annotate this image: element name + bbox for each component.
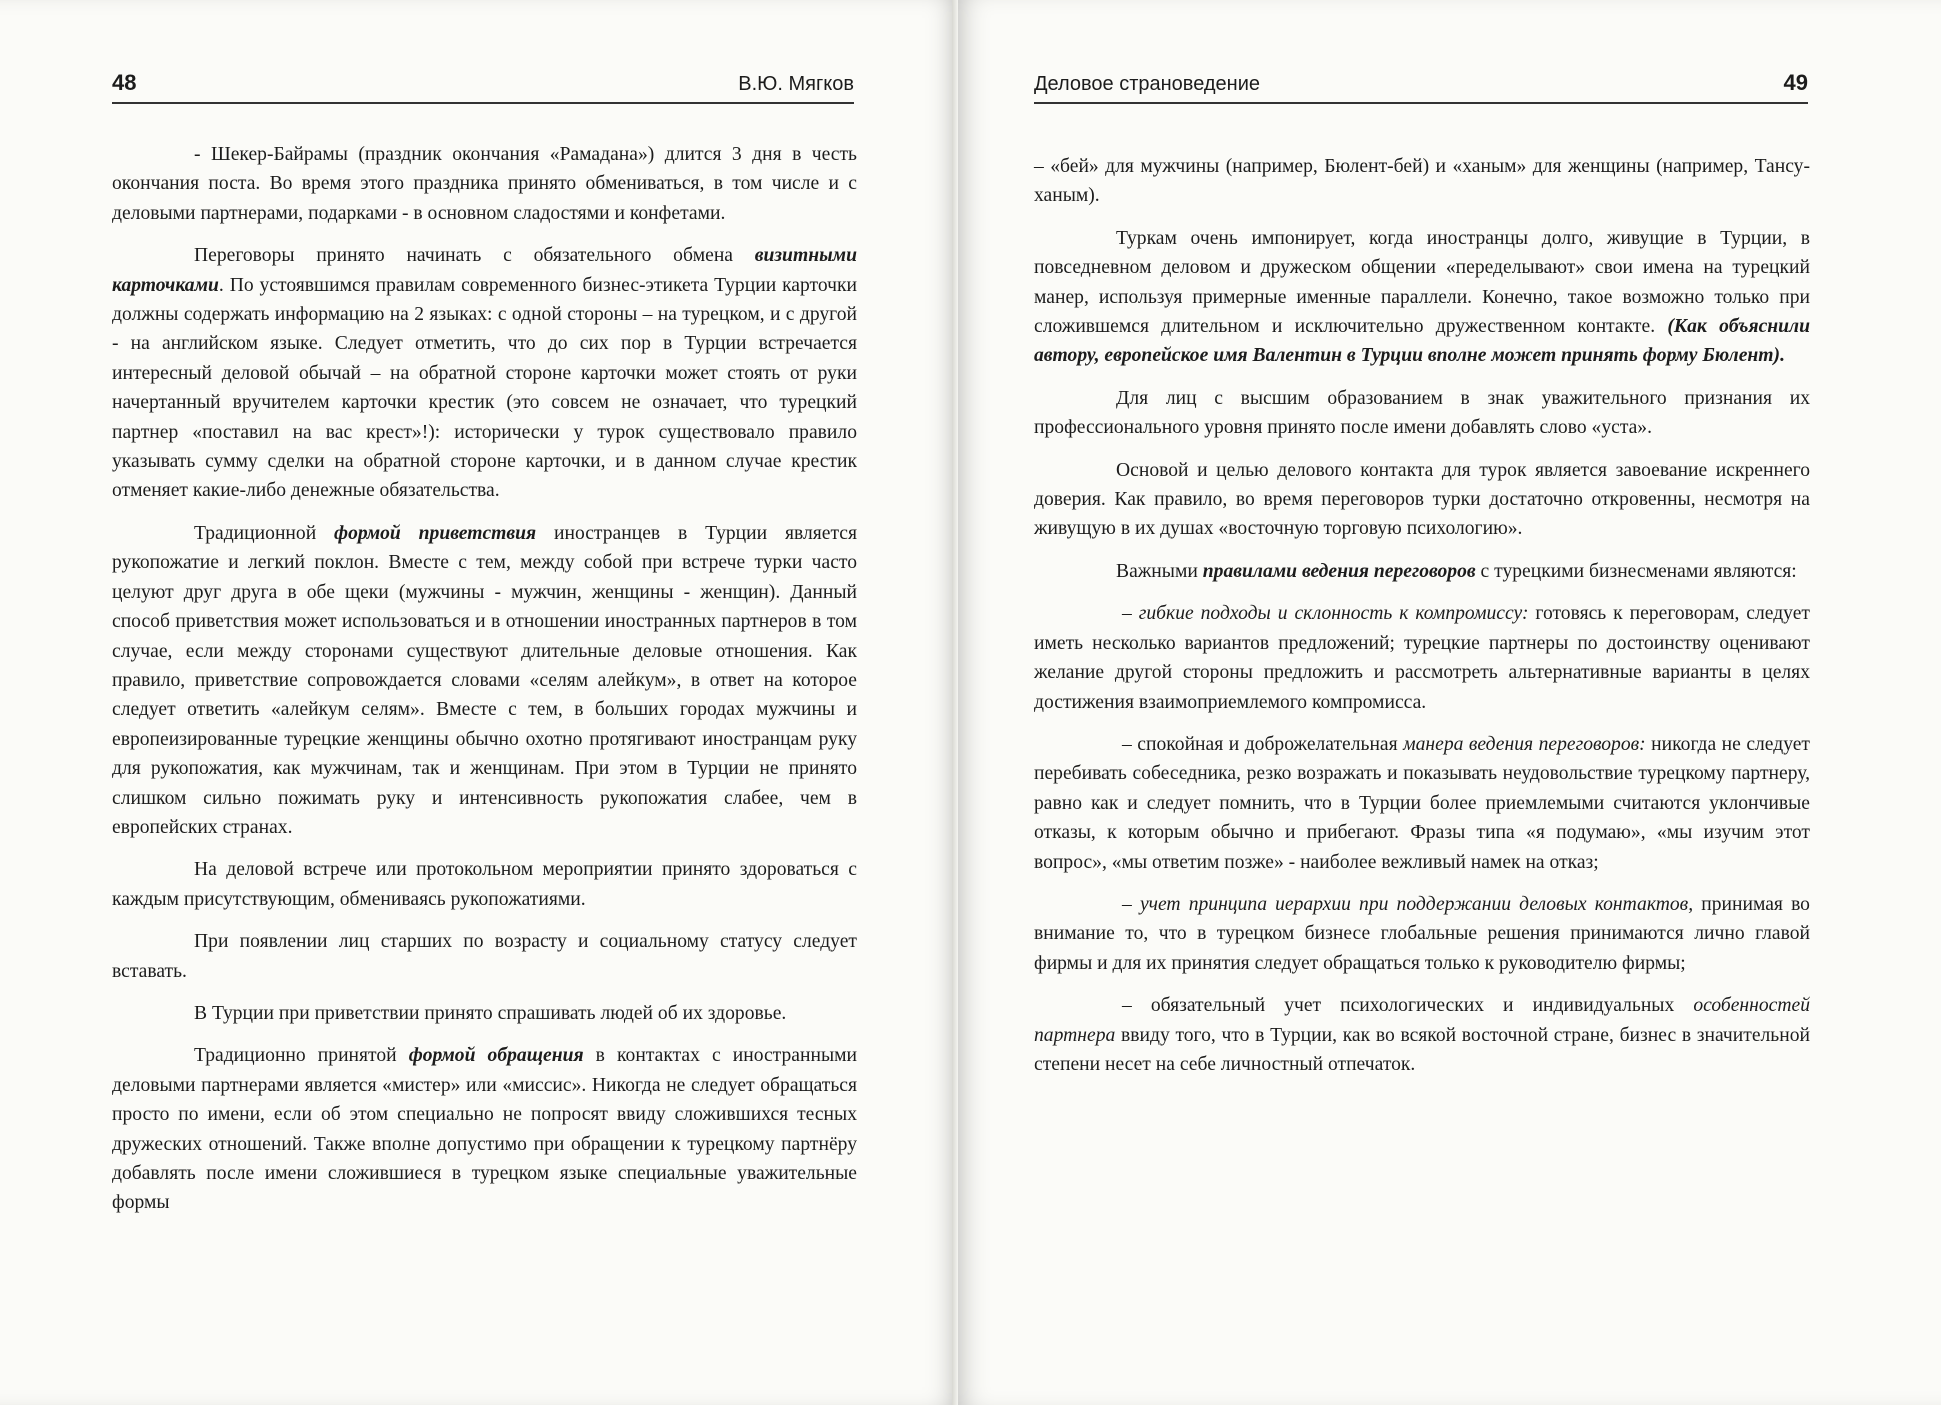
paragraph: Традиционной формой приветствия иностранцев в Турции является рукопожатие и легкий поклон. Вместе с тем, между собой при встрече турки часто целуют друг друга в обе щеки (мужчины - мужчин, женщины - женщин). Данный способ приветствия может использоваться и в отношении иностранных партнеров в том случае, если между сторонами существуют длительные деловые отношения. Как правило, приветствие сопровождается словами «селям алейкум», в ответ на которое следует ответить «алейкум селям». Вместе с тем, в больших городах мужчины и европеизированные турецкие женщины обычно охотно протягивают иностранцам руку для рукопожатия, как мужчинам, так и женщинам. При этом в Турции не принято слишком сильно пожимать руку и интенсивность рукопожатия слабее, чем в европейских странах. — [112, 522, 857, 838]
left-page — [0, 0, 958, 1405]
paragraph: - Шекер-Байрамы (праздник окончания «Рамадана») длится 3 дня в честь окончания поста. Во время этого праздника принято обмениваться, в том числе и с деловыми партнерами, подарками - в основном сладостями и конфетами. — [112, 144, 857, 224]
paragraph: Традиционно принятой формой обращения в контактах с иностранными деловыми партнерами является «мистер» или «миссис». Никогда не следует обращаться просто по имени, если об этом специально не попросят ввиду сложившихся тесных дружеских отношений. Также вполне допустимо при обращении к турецкому партнёру добавлять после имени сложившиеся в турецком языке специальные уважительные формы — [112, 1045, 857, 1214]
running-title-author: В.Ю. Мягков — [738, 73, 854, 95]
paragraph: При появлении лиц старших по возрасту и социальному статусу следует вставать. — [112, 931, 857, 982]
paragraph: – «бей» для мужчины (например, Бюлент-бей) и «ханым» для женщины (например, Тансу-ханым). — [1034, 156, 1810, 207]
emphasis: (Как объяснили автору, европейское имя Валентин в Турции вполне может принять форму Бюлент). — [1034, 316, 1810, 367]
emphasis: визитными карточками — [112, 245, 857, 296]
list-item: – обязательный учет психологических и индивидуальных особенностей партнера ввиду того, что в Турции, как во всякой восточной стране, бизнес в значительной степени несет на себе личностный отпечаток. — [1034, 995, 1810, 1075]
paragraph: Переговоры принято начинать с обязательного обмена визитными карточками. По устоявшимся правилам современного бизнес-этикета Турции карточки должны содержать информацию на 2 языках: с одной стороны – на турецком, и с другой - на английском языке. Следует отметить, что до сих пор в Турции встречается интересный деловой обычай – на обратной стороне карточки может стоять от руки начертанный вручителем карточки крестик (это совсем не означает, что турецкий партнер «поставил на вас крест»!): исторически у турок существовало правило указывать сумму сделки на обратной стороне карточки, и в данном случае крестик отменяет какие-либо денежные обязательства. — [112, 245, 857, 502]
emphasis: формой приветствия — [334, 522, 537, 544]
left-page-header — [112, 62, 854, 104]
emphasis: формой обращения — [408, 1045, 584, 1067]
page-number: 48 — [112, 70, 137, 95]
emphasis: гибкие подходы и склонность к компромиссу: — [1138, 603, 1529, 625]
list-item: – учет принципа иерархии при поддержании деловых контактов, принимая во внимание то, что в турецком бизнесе глобальные решения принимаются лично главой фирмы и для их принятия следует обращаться только к руководителю фирмы; — [1034, 893, 1810, 974]
emphasis: особенностей партнера — [1034, 995, 1810, 1046]
paragraph: Важными правилами ведения переговоров с турецкими бизнесменами являются: — [1116, 560, 1797, 582]
emphasis: учет принципа иерархии при поддержании деловых контактов, — [1139, 893, 1694, 915]
emphasis: манера ведения переговоров: — [1403, 733, 1646, 755]
left-page-body — [112, 140, 857, 1231]
right-page — [958, 0, 1941, 1405]
paragraph: Основой и целью делового контакта для турок является завоевание искреннего доверия. Как правило, во время переговоров турки достаточно откровенны, несмотря на живущую в их душах «восточную торговую психологию». — [1034, 459, 1810, 540]
paragraph: На деловой встрече или протокольном мероприятии принято здороваться с каждым присутствующим, обмениваясь рукопожатиями. — [112, 859, 857, 910]
right-page-body — [1034, 152, 1810, 1092]
paragraph: В Турции при приветствии принято спрашивать людей об их здоровье. — [194, 1002, 787, 1024]
paragraph: Туркам очень импонирует, когда иностранцы долго, живущие в Турции, в повседневном деловом и дружеском общении «переделывают» свои имена на турецкий манер, используя примерные именные параллели. Конечно, такое возможно только при сложившемся длительном и исключительно дружественном контакте. (Как объяснили автору, европейское имя Валентин в Турции вполне может принять форму Бюлент). — [1034, 227, 1810, 367]
list-item: – спокойная и доброжелательная манера ведения переговоров: никогда не следует перебивать собеседника, резко возражать и показывать неудовольствие турецкому партнеру, равно как и следует помнить, что в Турции более приемлемыми считаются уклончивые отказы, к которым обычно и прибегают. Фразы типа «я подумаю», «мы изучим этот вопрос», «мы ответим позже» - наиболее вежливый намек на отказ; — [1034, 733, 1810, 873]
page-number: 49 — [1783, 70, 1808, 95]
running-title-book: Деловое страноведение — [1034, 73, 1261, 95]
paragraph: Для лиц с высшим образованием в знак уважительного признания их профессионального уровня принято после имени добавлять слово «уста». — [1034, 387, 1810, 439]
emphasis: правилами ведения переговоров — [1202, 560, 1476, 582]
list-item: – гибкие подходы и склонность к компромиссу: готовясь к переговорам, следует иметь несколько вариантов предложений; турецкие партнеры по достоинству оценивают желание другой стороны предложить и рассмотреть альтернативные варианты в целях достижения взаимоприемлемого компромисса. — [1034, 603, 1810, 713]
right-page-header — [1034, 62, 1808, 104]
